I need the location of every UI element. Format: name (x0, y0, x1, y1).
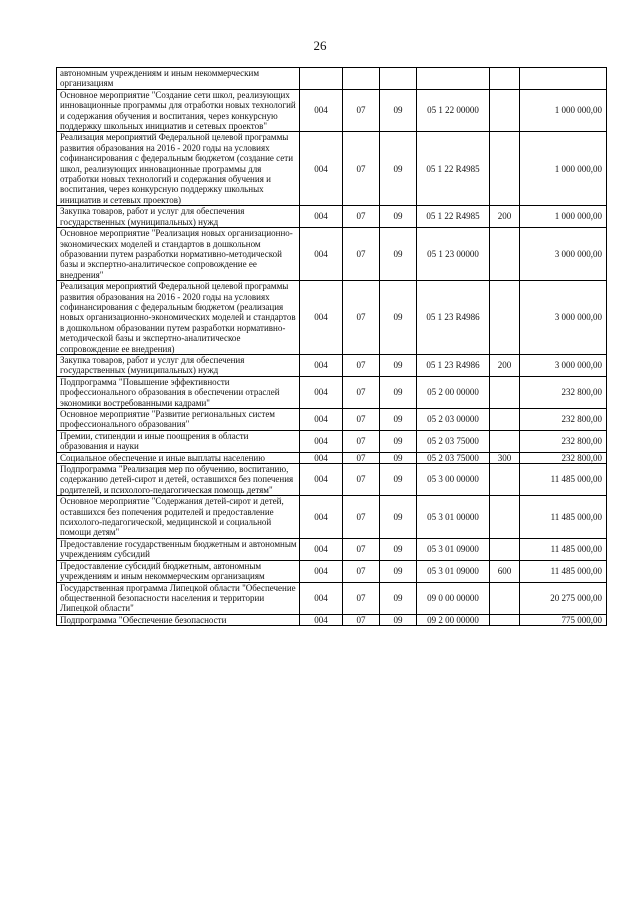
cell-subsection (380, 68, 417, 90)
cell-amount: 1 000 000,00 (520, 206, 607, 228)
cell-ved-code: 004 (300, 452, 343, 463)
cell-target-article: 05 1 23 R4986 (417, 281, 490, 355)
cell-target-article: 09 2 00 00000 (417, 614, 490, 625)
table-row (57, 281, 607, 355)
cell-name: Социальное обеспечение и иные выплаты населению (57, 452, 300, 463)
cell-amount: 232 800,00 (520, 452, 607, 463)
cell-amount: 232 800,00 (520, 409, 607, 431)
cell-name: Реализация мероприятий Федеральной целевой программы развития образования на 2016 - 2020 годы на условиях софинансирования с федеральным бюджетом (реализация новых организационно-экономических моделей и стандартов в дошкольном образовании путем разработки нормативно-методической базы и экспертно-аналитическое сопровождение ее внедрения) (57, 281, 300, 355)
cell-name: Подпрограмма "Реализация мер по обучению, воспитанию, содержанию детей-сирот и детей, оставшихся без попечения родителей, и психолого-педагогическая помощь детям" (57, 464, 300, 496)
table-row (57, 376, 607, 408)
cell-amount: 11 485 000,00 (520, 560, 607, 582)
cell-amount: 775 000,00 (520, 614, 607, 625)
cell-section: 07 (343, 560, 380, 582)
cell-ved-code: 004 (300, 132, 343, 206)
cell-amount: 3 000 000,00 (520, 354, 607, 376)
cell-section: 07 (343, 354, 380, 376)
cell-section (343, 68, 380, 90)
cell-target-article: 05 1 22 00000 (417, 89, 490, 132)
cell-amount: 11 485 000,00 (520, 538, 607, 560)
page-number: 26 (313, 38, 327, 53)
cell-expense-type (490, 430, 520, 452)
table-row (57, 538, 607, 560)
cell-subsection: 09 (380, 281, 417, 355)
cell-ved-code (300, 68, 343, 90)
cell-name: Подпрограмма "Повышение эффективности профессионального образования в обеспечении отраслей экономики востребованными кадрами" (57, 376, 300, 408)
cell-name: Основное мероприятие "Создание сети школ, реализующих инновационные программы для отработки новых технологий и содержания обучения и воспитания, через конкурсную поддержку школьных инициатив и сетевых проектов" (57, 89, 300, 132)
cell-ved-code: 004 (300, 354, 343, 376)
budget-table-body (57, 68, 607, 626)
cell-name: Государственная программа Липецкой области "Обеспечение общественной безопасности населения и территории Липецкой области" (57, 582, 300, 614)
cell-subsection: 09 (380, 560, 417, 582)
cell-name: Основное мероприятие "Развитие региональных систем профессионального образования" (57, 409, 300, 431)
cell-section: 07 (343, 614, 380, 625)
cell-name: Реализация мероприятий Федеральной целевой программы развития образования на 2016 - 2020 годы на условиях софинансирования с федеральным бюджетом (создание сети школ, реализующих инновационные программы для отработки новых технологий и содержания обучения и воспитания, через конкурсную поддержку школьных инициатив и сетевых проектов) (57, 132, 300, 206)
cell-expense-type (490, 464, 520, 496)
cell-ved-code: 004 (300, 464, 343, 496)
cell-expense-type (490, 614, 520, 625)
cell-subsection: 09 (380, 132, 417, 206)
cell-target-article: 05 2 00 00000 (417, 376, 490, 408)
cell-ved-code: 004 (300, 430, 343, 452)
cell-amount: 232 800,00 (520, 430, 607, 452)
table-row (57, 614, 607, 625)
table-row (57, 560, 607, 582)
table-row (57, 496, 607, 539)
cell-expense-type (490, 409, 520, 431)
cell-subsection: 09 (380, 89, 417, 132)
cell-amount (520, 68, 607, 90)
cell-section: 07 (343, 206, 380, 228)
budget-table (56, 67, 607, 626)
cell-section: 07 (343, 132, 380, 206)
cell-expense-type: 200 (490, 354, 520, 376)
cell-amount: 232 800,00 (520, 376, 607, 408)
cell-expense-type (490, 89, 520, 132)
cell-target-article: 05 1 22 R4985 (417, 132, 490, 206)
cell-target-article: 05 2 03 75000 (417, 452, 490, 463)
table-row (57, 452, 607, 463)
cell-subsection: 09 (380, 464, 417, 496)
cell-name: Подпрограмма "Обеспечение безопасности (57, 614, 300, 625)
cell-ved-code: 004 (300, 614, 343, 625)
cell-ved-code: 004 (300, 582, 343, 614)
cell-ved-code: 004 (300, 560, 343, 582)
cell-subsection: 09 (380, 538, 417, 560)
cell-target-article: 05 2 03 75000 (417, 430, 490, 452)
cell-name: Предоставление субсидий бюджетным, автономным учреждениям и иным некоммерческим организациям (57, 560, 300, 582)
cell-name: Закупка товаров, работ и услуг для обеспечения государственных (муниципальных) нужд (57, 354, 300, 376)
cell-expense-type: 600 (490, 560, 520, 582)
table-row (57, 68, 607, 90)
cell-ved-code: 004 (300, 376, 343, 408)
table-row (57, 409, 607, 431)
cell-ved-code: 004 (300, 228, 343, 281)
cell-target-article: 05 1 23 R4986 (417, 354, 490, 376)
cell-name: Предоставление государственным бюджетным и автономным учреждениям субсидий (57, 538, 300, 560)
cell-target-article: 05 3 01 09000 (417, 560, 490, 582)
cell-subsection: 09 (380, 206, 417, 228)
cell-name: Основное мероприятие "Реализация новых организационно-экономических моделей и стандартов в дошкольном образовании путем разработки нормативно-методической базы и экспертно-аналитическое сопровождение ее внедрения" (57, 228, 300, 281)
cell-target-article: 05 3 01 00000 (417, 496, 490, 539)
cell-expense-type (490, 376, 520, 408)
cell-ved-code: 004 (300, 538, 343, 560)
cell-amount: 20 275 000,00 (520, 582, 607, 614)
cell-section: 07 (343, 538, 380, 560)
cell-amount: 3 000 000,00 (520, 228, 607, 281)
cell-expense-type (490, 582, 520, 614)
cell-name: Закупка товаров, работ и услуг для обеспечения государственных (муниципальных) нужд (57, 206, 300, 228)
cell-amount: 11 485 000,00 (520, 464, 607, 496)
cell-section: 07 (343, 464, 380, 496)
cell-target-article: 05 3 00 00000 (417, 464, 490, 496)
cell-subsection: 09 (380, 582, 417, 614)
table-row (57, 89, 607, 132)
cell-target-article (417, 68, 490, 90)
cell-subsection: 09 (380, 430, 417, 452)
cell-expense-type (490, 68, 520, 90)
cell-section: 07 (343, 281, 380, 355)
cell-name: автономным учреждениям и иным некоммерческим организациям (57, 68, 300, 90)
cell-section: 07 (343, 376, 380, 408)
cell-amount: 3 000 000,00 (520, 281, 607, 355)
cell-section: 07 (343, 409, 380, 431)
cell-expense-type (490, 281, 520, 355)
cell-section: 07 (343, 430, 380, 452)
cell-target-article: 09 0 00 00000 (417, 582, 490, 614)
table-row (57, 206, 607, 228)
cell-section: 07 (343, 228, 380, 281)
cell-subsection: 09 (380, 409, 417, 431)
cell-section: 07 (343, 452, 380, 463)
cell-section: 07 (343, 89, 380, 132)
cell-name: Премии, стипендии и иные поощрения в области образования и науки (57, 430, 300, 452)
cell-ved-code: 004 (300, 409, 343, 431)
cell-expense-type: 300 (490, 452, 520, 463)
cell-expense-type (490, 132, 520, 206)
cell-ved-code: 004 (300, 496, 343, 539)
cell-section: 07 (343, 496, 380, 539)
cell-subsection: 09 (380, 614, 417, 625)
cell-subsection: 09 (380, 496, 417, 539)
cell-ved-code: 004 (300, 206, 343, 228)
cell-target-article: 05 1 22 R4985 (417, 206, 490, 228)
table-row (57, 354, 607, 376)
cell-subsection: 09 (380, 228, 417, 281)
cell-name: Основное мероприятие "Содержания детей-сирот и детей, оставшихся без попечения родителей и предоставление психолого-педагогической, медицинской и социальной помощи детям" (57, 496, 300, 539)
cell-amount: 11 485 000,00 (520, 496, 607, 539)
cell-target-article: 05 2 03 00000 (417, 409, 490, 431)
cell-subsection: 09 (380, 452, 417, 463)
cell-expense-type (490, 496, 520, 539)
cell-ved-code: 004 (300, 89, 343, 132)
cell-target-article: 05 3 01 09000 (417, 538, 490, 560)
table-row (57, 430, 607, 452)
cell-amount: 1 000 000,00 (520, 89, 607, 132)
cell-expense-type (490, 538, 520, 560)
cell-expense-type (490, 228, 520, 281)
cell-expense-type: 200 (490, 206, 520, 228)
table-row (57, 132, 607, 206)
cell-target-article: 05 1 23 00000 (417, 228, 490, 281)
table-row (57, 464, 607, 496)
cell-ved-code: 004 (300, 281, 343, 355)
table-row (57, 228, 607, 281)
cell-subsection: 09 (380, 376, 417, 408)
cell-section: 07 (343, 582, 380, 614)
cell-amount: 1 000 000,00 (520, 132, 607, 206)
table-row (57, 582, 607, 614)
cell-subsection: 09 (380, 354, 417, 376)
